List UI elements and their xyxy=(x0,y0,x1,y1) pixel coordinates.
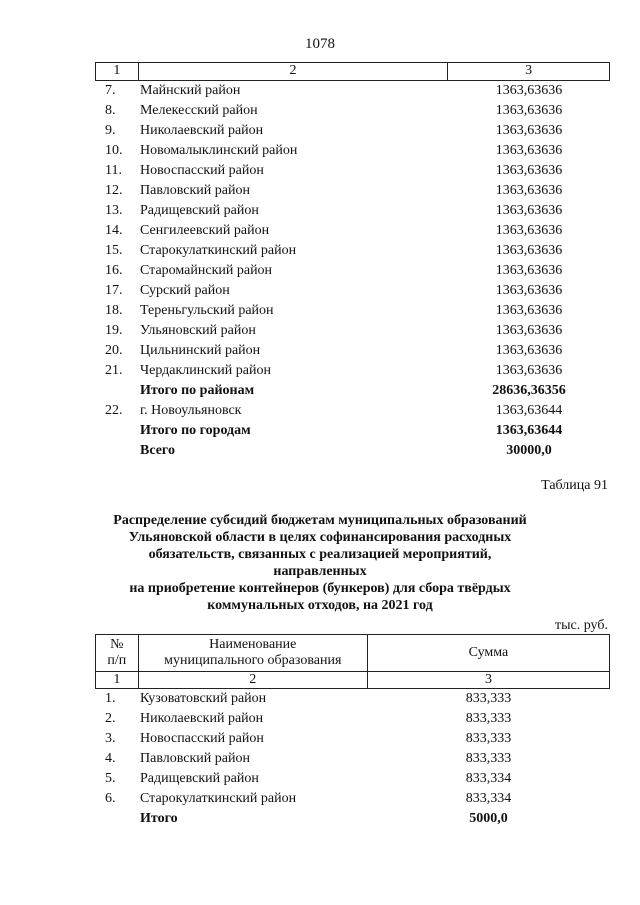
row-name: Итого по городам xyxy=(140,423,251,438)
row-number xyxy=(95,381,137,401)
row-value: 30000,0 xyxy=(506,443,552,458)
row-number: 3. xyxy=(105,731,116,746)
row-value: 1363,63636 xyxy=(495,323,563,338)
row-name: Радищевский район xyxy=(140,203,259,218)
header-text: п/п xyxy=(107,653,127,668)
table-body xyxy=(95,689,610,829)
row-name: Николаевский район xyxy=(140,711,264,726)
table-row xyxy=(95,341,610,361)
row-value: 1363,63636 xyxy=(495,183,563,198)
row-number: 1. xyxy=(105,691,116,706)
row-value: 1363,63636 xyxy=(495,363,563,378)
row-value: 1363,63636 xyxy=(495,143,563,158)
row-value: 833,333 xyxy=(465,691,512,706)
row-number: 10. xyxy=(105,143,123,158)
row-name: г. Новоульяновск xyxy=(140,403,242,418)
row-number: 18. xyxy=(105,303,123,318)
column-number: 3 xyxy=(484,672,492,687)
table-row xyxy=(95,361,610,381)
row-number: 6. xyxy=(105,791,116,806)
row-value: 833,333 xyxy=(465,731,512,746)
row-number: 19. xyxy=(105,323,123,338)
row-number: 17. xyxy=(105,283,123,298)
row-number: 9. xyxy=(105,123,116,138)
table-row xyxy=(95,121,610,141)
row-value: 1363,63636 xyxy=(495,243,563,258)
row-name: Павловский район xyxy=(140,183,250,198)
row-number: 20. xyxy=(105,343,123,358)
row-value: 1363,63636 xyxy=(495,343,563,358)
row-number: 12. xyxy=(105,183,123,198)
column-number: 2 xyxy=(139,672,368,688)
row-name: Ульяновский район xyxy=(140,323,256,338)
table-row xyxy=(95,749,610,769)
table-row xyxy=(95,261,610,281)
row-number xyxy=(95,809,137,829)
row-name: Всего xyxy=(140,443,175,458)
allocation-table-continued xyxy=(95,62,610,461)
table-row xyxy=(95,281,610,301)
row-value: 1363,63636 xyxy=(495,83,563,98)
row-name: Сенгилеевский район xyxy=(140,223,270,238)
row-number: 13. xyxy=(105,203,123,218)
row-number xyxy=(95,421,137,441)
row-value: 833,334 xyxy=(465,771,512,786)
table-row xyxy=(95,381,610,401)
row-number: 21. xyxy=(105,363,123,378)
row-value: 28636,36356 xyxy=(492,383,566,398)
title-line: Распределение субсидий бюджетам муниципальных образований xyxy=(113,513,527,528)
row-name: Радищевский район xyxy=(140,771,259,786)
table-row xyxy=(95,321,610,341)
container-subsidy-table xyxy=(95,634,610,829)
table-row xyxy=(95,421,610,441)
row-value: 1363,63644 xyxy=(495,423,563,438)
table-row xyxy=(95,441,610,461)
row-name: Итого по районам xyxy=(140,383,255,398)
row-number: 5. xyxy=(105,771,116,786)
table-row xyxy=(95,809,610,829)
row-name: Итого xyxy=(140,811,178,826)
table-row xyxy=(95,81,610,101)
table-row xyxy=(95,709,610,729)
row-number xyxy=(95,441,137,461)
table-row xyxy=(95,221,610,241)
title-line: обязательств, связанных с реализацией мероприятий, направленных xyxy=(148,547,492,579)
title-line: Ульяновской области в целях софинансирования расходных xyxy=(128,530,512,545)
column-number: 1 xyxy=(96,672,139,688)
row-value: 833,334 xyxy=(465,791,512,806)
name-column-header xyxy=(139,635,368,671)
row-name: Мелекесский район xyxy=(140,103,258,118)
title-line: на приобретение контейнеров (бункеров) для сбора твёрдых xyxy=(129,581,511,596)
row-value: 1363,63636 xyxy=(495,263,563,278)
row-name: Кузоватовский район xyxy=(140,691,267,706)
row-value: 1363,63636 xyxy=(495,303,563,318)
row-number: 8. xyxy=(105,103,116,118)
table-row xyxy=(95,241,610,261)
row-value: 833,333 xyxy=(465,711,512,726)
row-name: Новомалыклинский район xyxy=(140,143,298,158)
number-column-header xyxy=(96,635,139,671)
row-number: 4. xyxy=(105,751,116,766)
row-number: 7. xyxy=(105,83,116,98)
table-row xyxy=(95,161,610,181)
table-header-row xyxy=(95,634,610,672)
row-name: Цильнинский район xyxy=(140,343,261,358)
row-number: 22. xyxy=(105,403,123,418)
table-row xyxy=(95,769,610,789)
row-name: Старокулаткинский район xyxy=(140,243,297,258)
table-header-row xyxy=(95,62,610,81)
table-label: Таблица 91 xyxy=(541,478,608,493)
header-text: Наименование xyxy=(209,637,297,652)
table-row xyxy=(95,141,610,161)
table-title xyxy=(110,512,530,614)
row-name: Старокулаткинский район xyxy=(140,791,297,806)
sum-column-header: Сумма xyxy=(468,645,509,660)
row-value: 833,333 xyxy=(465,751,512,766)
row-value: 1363,63636 xyxy=(495,123,563,138)
row-value: 1363,63636 xyxy=(495,223,563,238)
table-row xyxy=(95,729,610,749)
row-number: 16. xyxy=(105,263,123,278)
row-name: Старомайнский район xyxy=(140,263,273,278)
table-body xyxy=(95,81,610,461)
header-text: № xyxy=(110,637,124,652)
row-name: Павловский район xyxy=(140,751,250,766)
units-label: тыс. руб. xyxy=(555,618,608,633)
row-value: 5000,0 xyxy=(469,811,508,826)
row-number: 11. xyxy=(105,163,122,178)
title-line: коммунальных отходов, на 2021 год xyxy=(207,598,433,613)
row-name: Майнский район xyxy=(140,83,241,98)
header-text: муниципального образования xyxy=(164,653,342,668)
column-numbering-row xyxy=(95,672,610,689)
row-number: 2. xyxy=(105,711,116,726)
row-name: Тереньгульский район xyxy=(140,303,274,318)
row-value: 1363,63636 xyxy=(495,283,563,298)
row-value: 1363,63636 xyxy=(495,103,563,118)
row-name: Чердаклинский район xyxy=(140,363,271,378)
column-3-header: 3 xyxy=(525,63,533,78)
table-row xyxy=(95,689,610,709)
column-1-header: 1 xyxy=(96,63,139,80)
row-number: 14. xyxy=(105,223,123,238)
row-number: 15. xyxy=(105,243,123,258)
table-row xyxy=(95,401,610,421)
table-row xyxy=(95,301,610,321)
row-name: Новоспасский район xyxy=(140,731,264,746)
page-number: 1078 xyxy=(305,36,335,52)
table-row xyxy=(95,789,610,809)
table-row xyxy=(95,101,610,121)
column-2-header: 2 xyxy=(139,63,449,80)
row-value: 1363,63636 xyxy=(495,203,563,218)
table-row xyxy=(95,201,610,221)
row-name: Николаевский район xyxy=(140,123,264,138)
row-value: 1363,63644 xyxy=(495,403,563,418)
row-name: Новоспасский район xyxy=(140,163,264,178)
table-row xyxy=(95,181,610,201)
row-value: 1363,63636 xyxy=(495,163,563,178)
row-name: Сурский район xyxy=(140,283,230,298)
